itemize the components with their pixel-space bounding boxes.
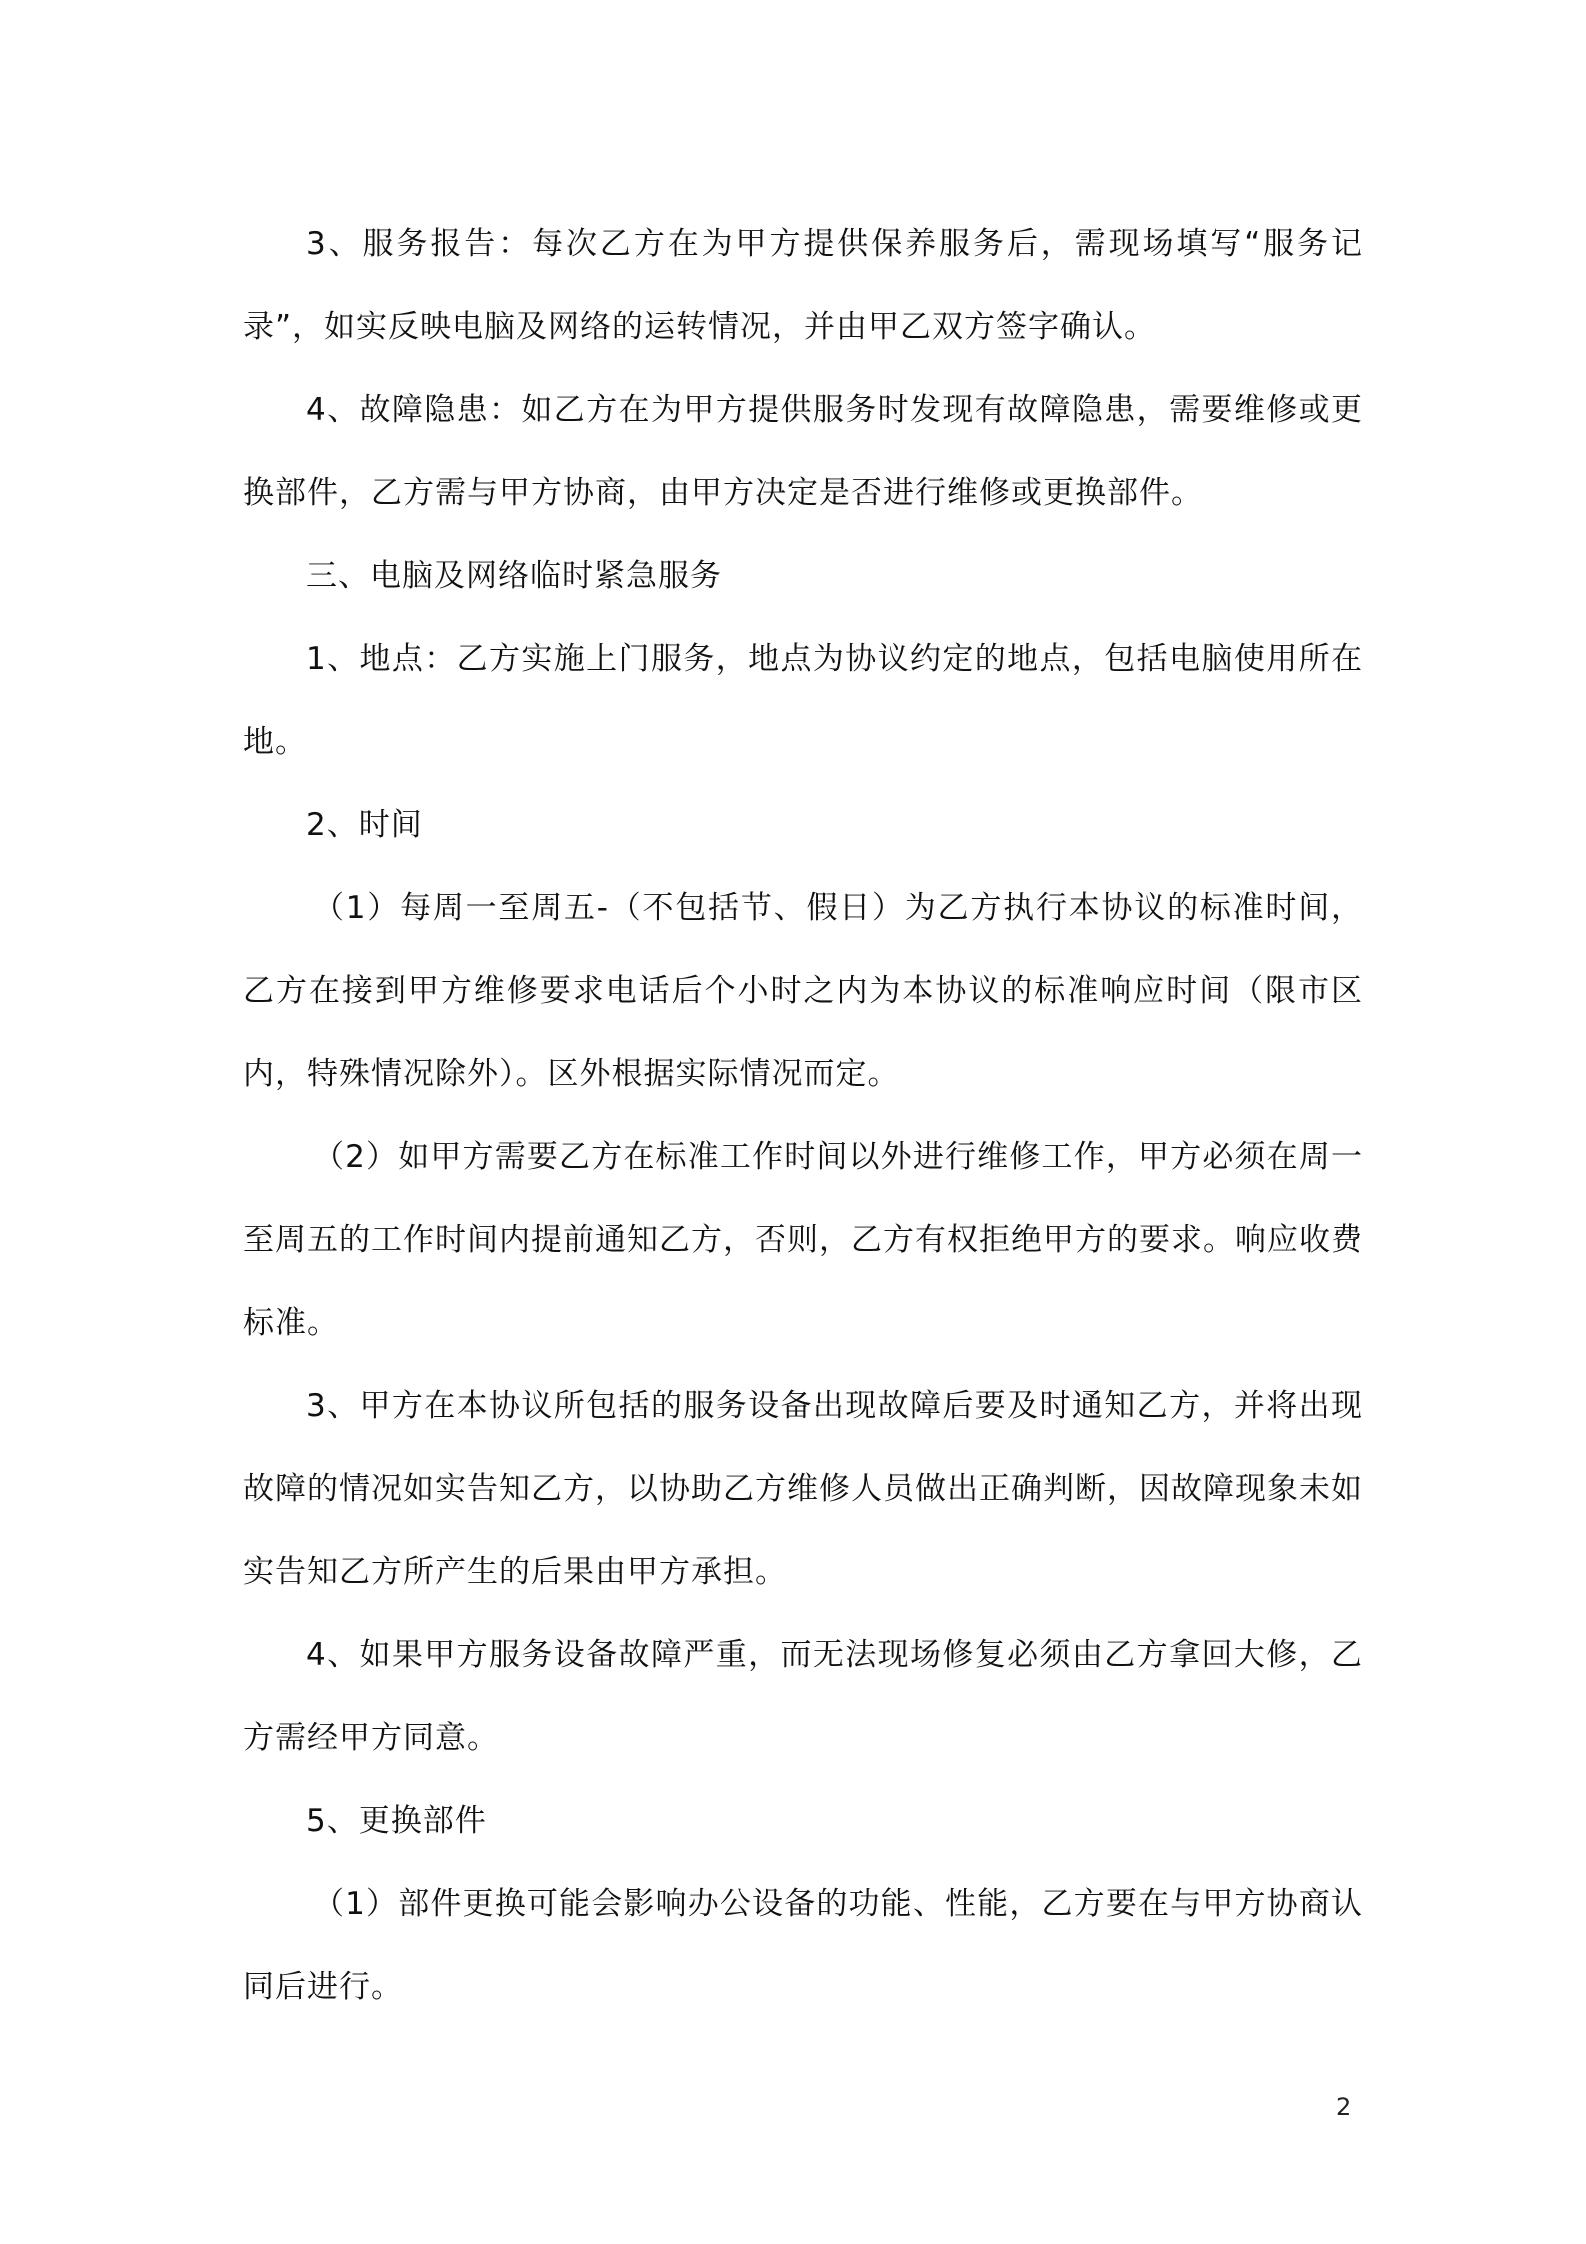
paragraph-time-item-1: （1）每周一至周五-（不包括节、假日）为乙方执行本协议的标准时间，乙方在接到甲方维修要求电话后个小时之内为本协议的标准响应时间（限市区内，特殊情况除外）。区外根据实际情况而定。 — [243, 890, 1363, 1092]
paragraph-time-item-2: （2）如甲方需要乙方在标准工作时间以外进行维修工作，甲方必须在周一至周五的工作时间内提前通知乙方，否则，乙方有权拒绝甲方的要求。响应收费标准。 — [243, 1139, 1363, 1341]
paragraph-time-heading: 2、时间 — [306, 807, 423, 843]
paragraph-major-repair: 4、如果甲方服务设备故障严重，而无法现场修复必须由乙方拿回大修，乙方需经甲方同意。 — [243, 1637, 1363, 1756]
paragraph-location: 1、地点：乙方实施上门服务，地点为协议约定的地点，包括电脑使用所在地。 — [243, 641, 1363, 760]
paragraph-service-report: 3、服务报告：每次乙方在为甲方提供保养服务后，需现场填写“服务记录”，如实反映电脑及网络的运转情况，并由甲乙双方签字确认。 — [243, 226, 1363, 345]
paragraph-fault-notification: 3、甲方在本协议所包括的服务设备出现故障后要及时通知乙方，并将出现故障的情况如实告知乙方，以协助乙方维修人员做出正确判断，因故障现象未如实告知乙方所产生的后果由甲方承担。 — [243, 1388, 1363, 1590]
page-content — [243, 203, 1363, 2029]
section-heading-emergency-service: 三、电脑及网络临时紧急服务 — [306, 558, 722, 594]
page-number: 2 — [1336, 2093, 1352, 2121]
paragraph-replace-parts-item-1: （1）部件更换可能会影响办公设备的功能、性能，乙方要在与甲方协商认同后进行。 — [243, 1886, 1363, 2005]
paragraph-replace-parts-heading: 5、更换部件 — [306, 1803, 487, 1839]
paragraph-fault-risk: 4、故障隐患：如乙方在为甲方提供服务时发现有故障隐患，需要维修或更换部件，乙方需与甲方协商，由甲方决定是否进行维修或更换部件。 — [243, 392, 1363, 511]
